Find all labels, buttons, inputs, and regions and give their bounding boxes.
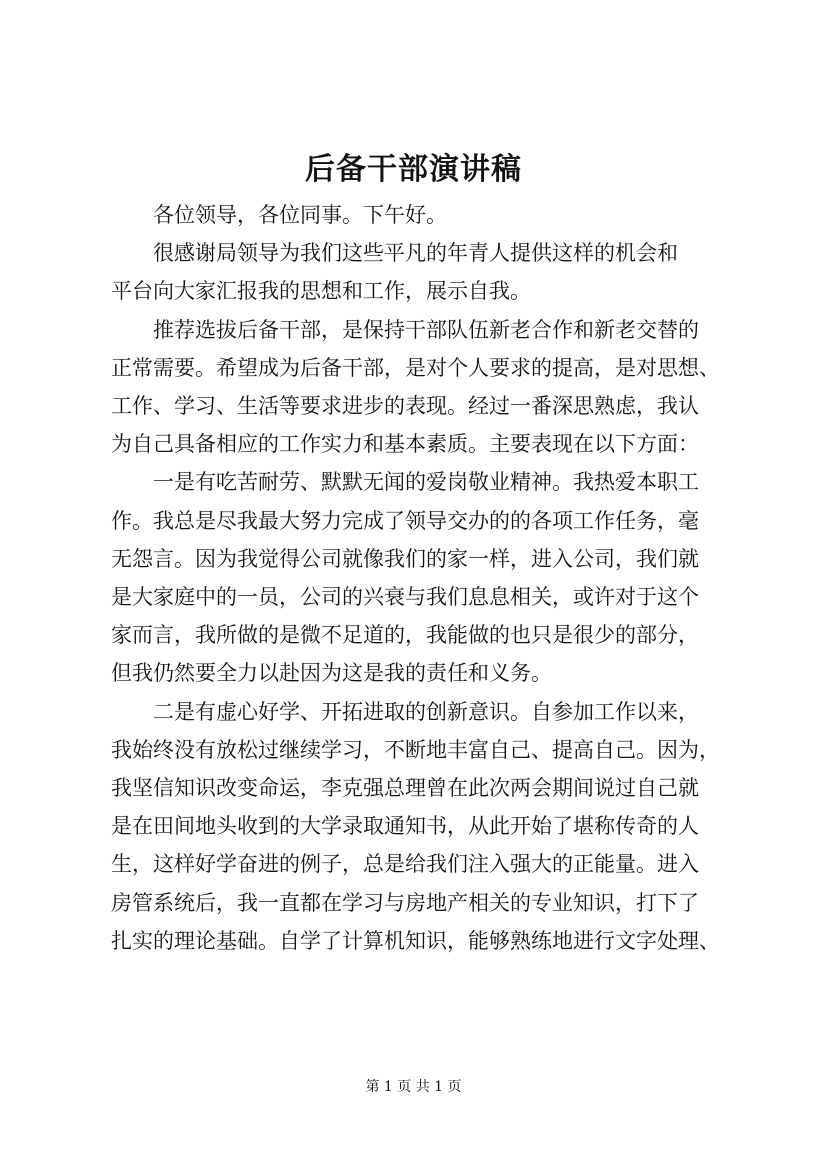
paragraph-line: 但我仍然要全力以赴因为这是我的责任和义务。 xyxy=(111,661,552,686)
paragraph-line: 是在田间地头收到的大学录取通知书，从此开始了堪称传奇的人 xyxy=(111,814,699,839)
paragraph-line: 为自己具备相应的工作实力和基本素质。主要表现在以下方面： xyxy=(111,432,699,457)
paragraph-line: 一是有吃苦耐劳、默默无闻的爱岗敬业精神。我热爱本职工 xyxy=(153,470,699,495)
paragraph-line: 我始终没有放松过继续学习，不断地丰富自己、提高自己。因为， xyxy=(111,737,720,762)
paragraph-line: 工作、学习、生活等要求进步的表现。经过一番深思熟虑，我认 xyxy=(111,394,699,419)
paragraph-line: 家而言，我所做的是微不足道的，我能做的也只是很少的部分， xyxy=(111,623,699,648)
paragraph-line: 正常需要。希望成为后备干部，是对个人要求的提高，是对思想、 xyxy=(111,355,720,380)
paragraph-thanks xyxy=(111,234,723,310)
document-body xyxy=(111,196,723,960)
paragraph-line: 是大家庭中的一员，公司的兴衰与我们息息相关，或许对于这个 xyxy=(111,585,699,610)
paragraph-line: 推荐选拔后备干部，是保持干部队伍新老合作和新老交替的 xyxy=(153,317,699,342)
paragraph-point-two xyxy=(111,693,723,960)
paragraph-recommendation xyxy=(111,311,723,464)
paragraph-line: 扎实的理论基础。自学了计算机知识，能够熟练地进行文字处理、 xyxy=(111,928,720,953)
paragraph-point-one xyxy=(111,463,723,692)
paragraph-line: 平台向大家汇报我的思想和工作，展示自我。 xyxy=(111,279,531,304)
paragraph-line: 我坚信知识改变命运，李克强总理曾在此次两会期间说过自己就 xyxy=(111,776,699,801)
paragraph-greeting xyxy=(111,196,723,234)
paragraph-line: 二是有虚心好学、开拓进取的创新意识。自参加工作以来， xyxy=(153,699,699,724)
paragraph-line: 无怨言。因为我觉得公司就像我们的家一样，进入公司，我们就 xyxy=(111,546,699,571)
paragraph-line: 生，这样好学奋进的例子，总是给我们注入强大的正能量。进入 xyxy=(111,852,699,877)
paragraph-line: 很感谢局领导为我们这些平凡的年青人提供这样的机会和 xyxy=(153,241,678,266)
document-title: 后备干部演讲稿 xyxy=(305,152,522,187)
paragraph-line: 作。我总是尽我最大努力完成了领导交办的的各项工作任务，毫 xyxy=(111,508,699,533)
paragraph-line: 各位领导，各位同事。下午好。 xyxy=(153,203,447,227)
page-footer: 第 1 页 共 1 页 xyxy=(365,1079,462,1095)
paragraph-line: 房管系统后，我一直都在学习与房地产相关的专业知识，打下了 xyxy=(111,890,699,915)
